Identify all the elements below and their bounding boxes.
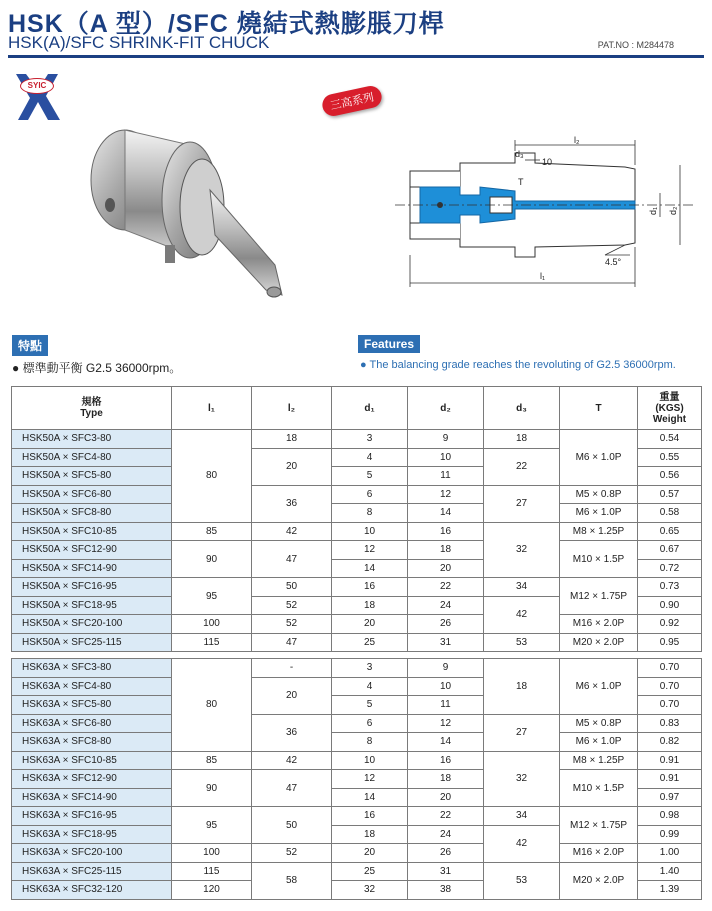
col-l1: l₁ bbox=[172, 387, 252, 430]
features-label-en: Features bbox=[358, 335, 420, 353]
table-row: HSK63A × SFC25-115 115 58 25 31 53 M20 × 2.0P 1.40 bbox=[12, 862, 702, 881]
table-row: HSK63A × SFC8-80 8 14 M6 × 1.0P 0.82 bbox=[12, 733, 702, 752]
technical-drawing bbox=[390, 135, 702, 295]
header-divider bbox=[8, 55, 704, 58]
label-l1: l₁ bbox=[540, 271, 546, 281]
table-row: HSK63A × SFC12-90 90 47 12 18 M10 × 1.5P 0.91 bbox=[12, 770, 702, 789]
table-row: HSK63A × SFC10-85 85 42 10 16 32 M8 × 1.25P 0.91 bbox=[12, 751, 702, 770]
table-row: HSK63A × SFC32-120 120 32 38 1.39 bbox=[12, 881, 702, 900]
table-row: HSK63A × SFC16-95 95 50 16 22 34 M12 × 1.75P 0.98 bbox=[12, 807, 702, 826]
col-type: 規格 Type bbox=[12, 387, 172, 430]
table-header-row bbox=[12, 387, 702, 430]
series-badge: 三高系列 bbox=[320, 84, 383, 118]
col-T: T bbox=[560, 387, 638, 430]
feature-text-zh: ● 標準動平衡 G2.5 36000rpm。 bbox=[12, 361, 182, 375]
feature-text-en: ● The balancing grade reaches the revoluting of G2.5 36000rpm. bbox=[360, 359, 676, 371]
page-title-en: HSK(A)/SFC SHRINK-FIT CHUCK bbox=[8, 33, 270, 52]
col-d1: d₁ bbox=[332, 387, 408, 430]
table-row: HSK63A × SFC14-90 14 20 0.97 bbox=[12, 788, 702, 807]
logo-graphic-icon bbox=[10, 68, 68, 124]
col-l2: l₂ bbox=[252, 387, 332, 430]
table-row: HSK50A × SFC5-80 5 11 0.56 bbox=[12, 467, 702, 486]
table-row: HSK50A × SFC8-80 8 14 M6 × 1.0P 0.58 bbox=[12, 504, 702, 523]
table-row: HSK63A × SFC20-100 100 52 20 26 M16 × 2.0P 1.00 bbox=[12, 844, 702, 863]
table-row: HSK50A × SFC25-115 115 47 25 31 53 M20 × 2.0P 0.95 bbox=[12, 633, 702, 652]
col-d2: d₂ bbox=[408, 387, 484, 430]
table-row: HSK50A × SFC6-80 36 6 12 27 M5 × 0.8P 0.57 bbox=[12, 485, 702, 504]
group-separator bbox=[12, 652, 702, 659]
label-angle: 4.5° bbox=[605, 257, 622, 267]
table-row: HSK63A × SFC18-95 18 24 42 0.99 bbox=[12, 825, 702, 844]
logo-text: SYIC bbox=[20, 78, 54, 94]
table-row: HSK50A × SFC10-85 85 42 10 16 32 M8 × 1.25P 0.65 bbox=[12, 522, 702, 541]
label-10: 10 bbox=[542, 157, 553, 167]
label-l2: l₂ bbox=[574, 135, 580, 145]
syic-logo bbox=[10, 68, 68, 124]
features-label-zh: 特點 bbox=[12, 335, 48, 356]
col-d3: d₃ bbox=[484, 387, 560, 430]
label-T: T bbox=[518, 177, 524, 187]
label-d3: d₃ bbox=[515, 149, 524, 159]
spec-table bbox=[11, 386, 702, 900]
table-row: HSK63A × SFC5-80 5 11 0.70 bbox=[12, 696, 702, 715]
product-photo bbox=[70, 105, 300, 310]
table-row: HSK50A × SFC4-80 20 4 10 22 0.55 bbox=[12, 448, 702, 467]
table-row: HSK63A × SFC4-80 20 4 10 0.70 bbox=[12, 677, 702, 696]
table-row: HSK50A × SFC20-100 100 52 20 26 M16 × 2.0P 0.92 bbox=[12, 615, 702, 634]
page-title-zh: HSK（A 型）/SFC 燒結式熱膨脹刀桿 bbox=[8, 10, 445, 38]
table-row: HSK63A × SFC3-80 80 - 3 9 18 M6 × 1.0P 0.70 bbox=[12, 659, 702, 678]
table-row: HSK50A × SFC16-95 95 50 16 22 34 M12 × 1.75P 0.73 bbox=[12, 578, 702, 597]
patent-number: PAT.NO : M284478 bbox=[597, 40, 674, 50]
table-row: HSK63A × SFC6-80 36 6 12 27 M5 × 0.8P 0.83 bbox=[12, 714, 702, 733]
table-row: HSK50A × SFC18-95 52 18 24 42 0.90 bbox=[12, 596, 702, 615]
label-d2: d₂ bbox=[668, 206, 678, 215]
col-weight: 重量 (KGS) Weight bbox=[638, 387, 702, 430]
table-row: HSK50A × SFC3-80 80 18 3 9 18 M6 × 1.0P 0.54 bbox=[12, 430, 702, 449]
table-row: HSK50A × SFC12-90 90 47 12 18 M10 × 1.5P 0.67 bbox=[12, 541, 702, 560]
table-row: HSK50A × SFC14-90 14 20 0.72 bbox=[12, 559, 702, 578]
label-d1: d₁ bbox=[648, 206, 658, 215]
